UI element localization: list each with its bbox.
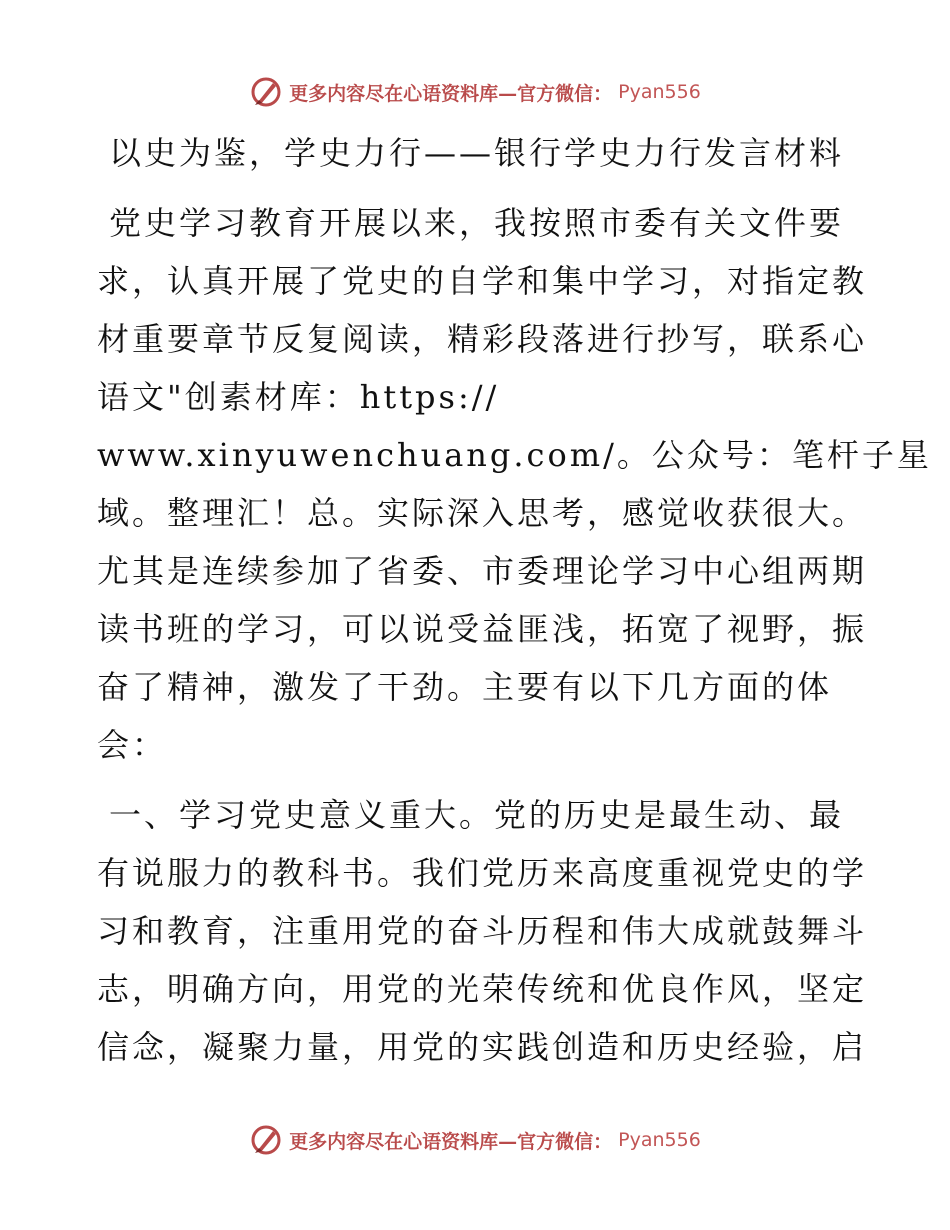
paragraph-line: 党史学习教育开展以来，我按照市委有关文件要 — [109, 204, 845, 242]
banner-text: 更多内容尽在心语资料库—官方微信： — [289, 82, 613, 105]
banner-wechat-id: Pyan556 — [618, 1129, 701, 1151]
paragraph-line: 信念，凝聚力量，用党的实践创造和历史经验，启 — [97, 1028, 868, 1066]
paragraph-line: 奋了精神，激发了干劲。主要有以下几方面的体 — [97, 668, 833, 706]
footer-banner — [0, 1120, 950, 1160]
paragraph-line: 一、学习党史意义重大。党的历史是最生动、最 — [109, 796, 845, 834]
paragraph-line: 习和教育，注重用党的奋斗历程和伟大成就鼓舞斗 — [97, 912, 868, 950]
banner-text: 更多内容尽在心语资料库—官方微信： — [289, 1130, 613, 1153]
header-banner — [0, 72, 950, 112]
document-title: 以史为鉴，学史力行——银行学史力行发言材料 — [109, 134, 845, 172]
paragraph-line: www.xinyuwenchuang.com/。公众号：笔杆子星 — [97, 436, 932, 474]
paragraph-line: 求，认真开展了党史的自学和集中学习，对指定教 — [97, 262, 868, 300]
pen-logo-icon — [249, 1123, 283, 1157]
paragraph-line: 尤其是连续参加了省委、市委理论学习中心组两期 — [97, 552, 868, 590]
paragraph-line: 语文"创素材库：https:// — [97, 378, 500, 416]
document-body — [97, 124, 932, 1076]
paragraph-line: 有说服力的教科书。我们党历来高度重视党史的学 — [97, 854, 868, 892]
paragraph-line: 读书班的学习，可以说受益匪浅，拓宽了视野，振 — [97, 610, 868, 648]
paragraph-line: 域。整理汇！总。实际深入思考，感觉收获很大。 — [97, 494, 868, 532]
paragraph-line: 会： — [97, 726, 168, 764]
banner-wechat-id: Pyan556 — [618, 81, 701, 103]
pen-logo-icon — [249, 75, 283, 109]
paragraph-line: 志，明确方向，用党的光荣传统和优良作风，坚定 — [97, 970, 868, 1008]
paragraph-line: 材重要章节反复阅读，精彩段落进行抄写，联系心 — [97, 320, 868, 358]
